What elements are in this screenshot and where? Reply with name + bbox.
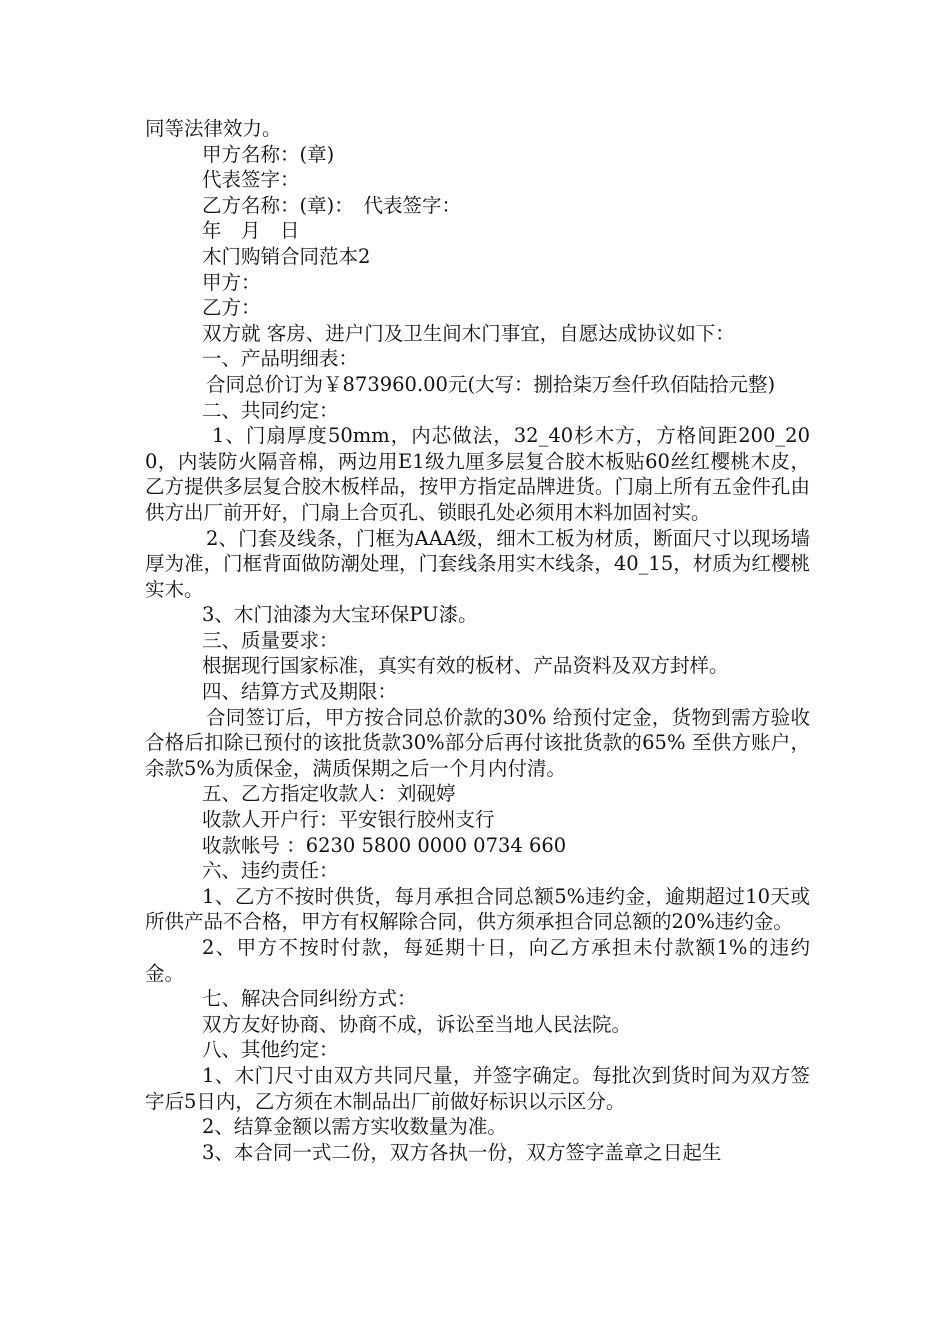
document-paragraph: 根据现行国家标准，真实有效的板材、产品资料及双方封样。 [202, 654, 729, 678]
document-paragraph: 1、木门尺寸由双方共同尺量，并签字确定。每批次到货时间为双方签字后5日内，乙方须在木制品出厂前做好标识以示区分。 [145, 1063, 810, 1113]
document-paragraph: 3、本合同一式二份，双方各执一份，双方签字盖章之日起生 [202, 1140, 722, 1164]
document-paragraph: 2、结算金额以需方实收数量为准。 [202, 1115, 507, 1139]
document-paragraph: 收款帐号 ：6230 5800 0000 0734 660 [202, 833, 567, 857]
document-paragraph: 乙方： [202, 296, 261, 320]
document-paragraph: 双方就 客房、进户门及卫生间木门事宜，自愿达成协议如下： [202, 321, 735, 345]
document-paragraph: 八、其他约定： [202, 1038, 339, 1062]
document-paragraph: 三、质量要求： [202, 628, 339, 652]
document-paragraph: 乙方名称：(章)： 代表签字： [202, 193, 461, 217]
document-paragraph: 代表签字： [202, 168, 300, 192]
document-paragraph: 四、结算方式及期限： [202, 680, 398, 704]
document-paragraph: 六、违约责任： [202, 859, 339, 883]
document-paragraph: 五、乙方指定收款人：刘砚婷 [202, 782, 456, 806]
document-paragraph: 收款人开户行：平安银行胶州支行 [202, 808, 495, 832]
document-paragraph: 二、共同约定： [202, 398, 339, 422]
document-paragraph: 木门购销合同范本2 [202, 244, 371, 268]
document-paragraph: 1、乙方不按时供货，每月承担合同总额5%违约金，逾期超过10天或所供产品不合格，甲方有权解除合同，供方须承担合同总额的20%违约金。 [145, 884, 810, 934]
document-paragraph: 双方友好协商、协商不成，诉讼至当地人民法院。 [202, 1012, 632, 1036]
document-paragraph: 2、门套及线条，门框为AAA级，细木工板为材质，断面尺寸以现场墙厚为准，门框背面做防潮处理，门套线条用实木线条，40_15，材质为红樱桃实木。 [145, 526, 810, 601]
document-paragraph: 甲方： [202, 270, 261, 294]
document-paragraph: 年 月 日 [202, 219, 300, 243]
document-paragraph: 合同总价订为￥873960.00元(大写：捌拾柒万叁仟玖佰陆拾元整) [206, 372, 776, 396]
document-paragraph: 2、甲方不按时付款，每延期十日，向乙方承担未付款额1%的违约金。 [145, 936, 810, 985]
document-paragraph: 1、门扇厚度50mm，内芯做法，32_40杉木方，方格间距200_200，内装防火隔音棉，两边用E1级九厘多层复合胶木板贴60丝红樱桃木皮，乙方提供多层复合胶木板样品，按甲方指定品牌进货。门扇上所有五金件孔由供方出厂前开好，门扇上合页孔、锁眼孔处必须用木料加固衬实。 [145, 424, 810, 524]
document-paragraph: 合同签订后，甲方按合同总价款的30% 给预付定金，货物到需方验收合格后扣除已预付的该批货款30%部分后再付该批货款的65% 至供方账户，余款5%为质保金，满质保期之后一个月内付清。 [145, 705, 810, 780]
document-paragraph: 甲方名称：(章) [202, 142, 335, 166]
document-body [145, 116, 810, 1165]
document-paragraph: 同等法律效力。 [145, 117, 282, 140]
document-paragraph: 一、产品明细表： [202, 347, 359, 371]
document-paragraph: 七、解决合同纠纷方式： [202, 987, 417, 1011]
document-paragraph: 3、木门油漆为大宝环保PU漆。 [202, 603, 478, 627]
